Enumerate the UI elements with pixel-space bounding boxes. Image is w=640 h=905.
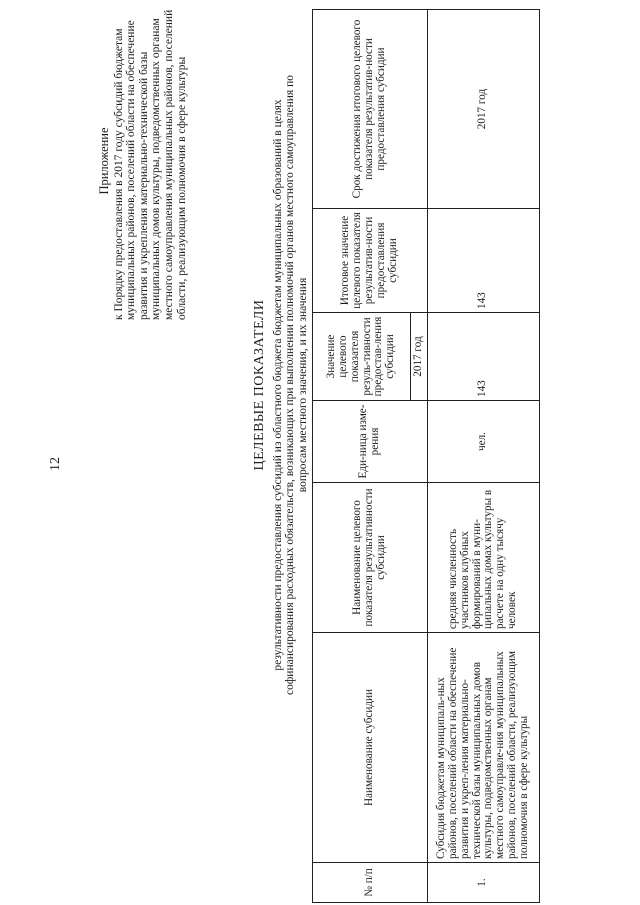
table-row [427, 10, 539, 903]
cell-num: 1. [427, 863, 539, 903]
header-deadline: Срок достижения итогового целевого показателя результатив-ности предоставления субсидии [313, 10, 428, 209]
header-final: Итоговое значение целевого показателя результатив-ности предоставления субсидии [313, 209, 428, 313]
appendix-block [98, 2, 188, 320]
header-num: № п/п [313, 863, 428, 903]
header-unit: Еди-ница изме-рения [313, 401, 428, 483]
header-value-year: 2017 год [411, 313, 428, 401]
appendix-text: к Порядку предоставления в 2017 году субсидий бюджетам муниципальных районов, поселений области на обеспечение развития и укрепления материально-технической базы муниципальных домов культуры, подведомственных органам местного самоуправления муниципальных районов, поселений области, реализующим полномочия в сфере культуры [112, 9, 188, 320]
cell-value: 143 [427, 313, 539, 401]
cell-subsidy: Субсидия бюджетам муниципаль-ных районов, поселений области на обеспечение развития и укреп-ления материально-технической базы муниципальных домов культуры, подведомственных органам местного самоуправле-ния муниципальных районов, поселений области, реализующим полномочия в сфере культуры [427, 633, 539, 863]
page-number: 12 [48, 457, 63, 471]
document-title: ЦЕЛЕВЫЕ ПОКАЗАТЕЛИ [252, 299, 267, 471]
header-indicator: Наименование целевого показателя результативности субсидии [313, 483, 428, 633]
cell-deadline: 2017 год [427, 10, 539, 209]
header-value: Значение целевого показателя резуль-тивности предостав-ления субсидии [313, 313, 411, 401]
document-heading [252, 0, 309, 775]
header-subsidy: Наименование субсидии [313, 633, 428, 863]
indicators-table [312, 9, 540, 903]
table-header-row [313, 10, 411, 903]
cell-final: 143 [427, 209, 539, 313]
cell-indicator: средняя численность участников клубных формирований в муни-ципальных домах культуры в расчете на одну тысячу человек [427, 483, 539, 633]
document-subtitle: результативности предоставления субсидий из областного бюджета бюджетам муниципальных образований в целях софинансирования расходных обязательств, возникающих при выполнении полномочий органов местного самоуправления по вопросам местного значения, и их значения [272, 75, 309, 695]
appendix-title: Приложение [97, 127, 111, 195]
cell-unit: чел. [427, 401, 539, 483]
